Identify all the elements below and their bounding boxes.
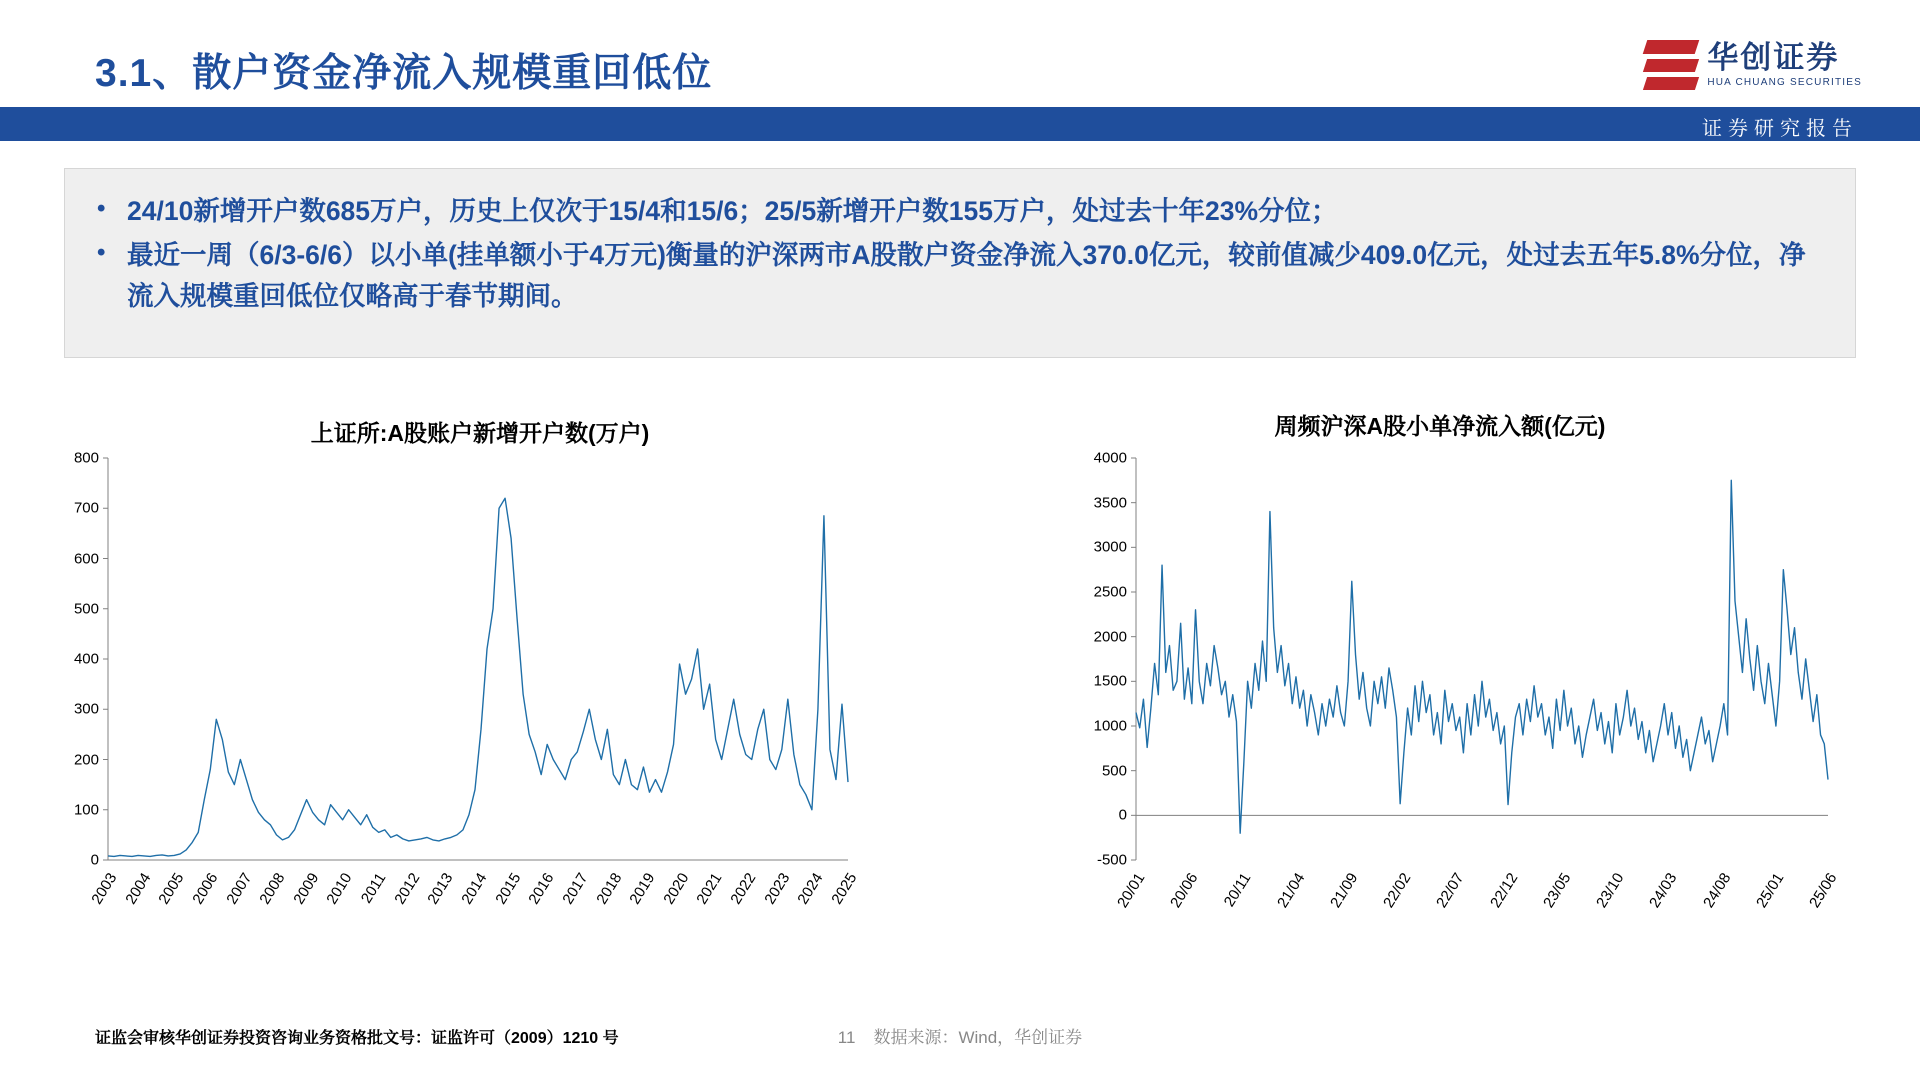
x-axis-tick-label: 2024	[794, 870, 827, 908]
x-axis-tick-label: 2012	[391, 870, 424, 908]
header-band-label: 证券研究报告	[1702, 118, 1858, 140]
source-text: 数据来源：Wind，华创证券	[873, 1028, 1083, 1047]
x-axis-tick-label: 2025	[828, 870, 861, 908]
x-axis-tick-label: 2006	[189, 870, 222, 908]
y-axis-tick-label: 100	[73, 801, 99, 819]
x-axis-tick-label: 2005	[155, 870, 188, 908]
data-series-line	[108, 498, 848, 856]
y-axis-tick-label: 500	[73, 600, 99, 618]
x-axis-tick-label: 2013	[424, 870, 457, 908]
y-axis-tick-label: 0	[1118, 806, 1127, 824]
x-axis-tick-label: 2021	[693, 870, 726, 908]
x-axis-tick-label: 2023	[761, 870, 794, 908]
y-axis-tick-label: 700	[73, 499, 99, 517]
y-axis-tick-label: 600	[73, 550, 99, 567]
bullet-item	[97, 235, 1823, 316]
x-axis-tick-label: 2016	[525, 870, 558, 908]
chart-accounts	[60, 450, 860, 950]
y-axis-tick-label: 3500	[1093, 494, 1127, 512]
x-axis-tick-label: 2017	[559, 870, 592, 908]
bullet-item	[97, 191, 1823, 231]
x-axis-tick-label: 23/10	[1593, 870, 1628, 911]
bullet-marker-icon: •	[97, 195, 106, 222]
x-axis-tick-label: 2018	[592, 870, 625, 908]
y-axis-tick-label: 4000	[1093, 449, 1127, 467]
y-axis-tick-label: 2500	[1093, 583, 1127, 601]
x-axis-tick-label: 23/05	[1539, 870, 1575, 911]
chart-title-netinflow: 周频沪深A股小单净流入额(亿元)	[1274, 413, 1606, 439]
x-axis-tick-label: 24/08	[1699, 870, 1734, 911]
y-axis-tick-label: 1000	[1093, 717, 1127, 735]
page-title: 3.1、散户资金净流入规模重回低位	[95, 52, 713, 95]
footer-source	[0, 1023, 1920, 1048]
x-axis-tick-label: 21/09	[1327, 870, 1362, 911]
logo-name-en: HUA CHUANG SECURITIES	[1707, 76, 1862, 88]
x-axis-tick-label: 22/12	[1486, 870, 1522, 911]
x-axis-tick-label: 2004	[121, 870, 155, 908]
x-axis-tick-label: 2014	[458, 870, 491, 908]
page-number: 11	[837, 1028, 856, 1047]
y-axis-tick-label: 2000	[1093, 628, 1127, 646]
bullet-text: 最近一周（6/3-6/6）以小单(挂单额小于4万元)衡量的沪深两市A股散户资金净流入370.0亿元，较前值减少409.0亿元，处过去五年5.8%分位，净流入规模重回低位仅略高于春节期间。	[127, 240, 1806, 311]
bullet-text: 24/10新增开户数685万户，历史上仅次于15/4和15/6；25/5新增开户数155万户，处过去十年23%分位；	[127, 196, 1338, 226]
chart-title-accounts: 上证所:A股账户新增开户数(万户)	[310, 420, 650, 446]
bullet-marker-icon: •	[97, 239, 106, 267]
x-axis-tick-label: 2011	[357, 870, 390, 907]
x-axis-tick-label: 22/07	[1433, 870, 1468, 911]
x-axis-tick-label: 21/04	[1273, 870, 1309, 911]
x-axis-tick-label: 2022	[727, 870, 760, 908]
x-axis-tick-label: 2015	[491, 870, 525, 908]
y-axis-tick-label: 0	[90, 851, 99, 869]
x-axis-tick-label: 20/11	[1221, 870, 1255, 910]
x-axis-tick-label: 2019	[626, 870, 659, 908]
chart-netinflow	[1080, 450, 1840, 950]
x-axis-tick-label: 2003	[88, 870, 121, 908]
header-band	[0, 107, 1920, 141]
y-axis-tick-label: -500	[1096, 851, 1127, 869]
logo-name-cn: 华创证券	[1707, 40, 1840, 76]
y-axis-tick-label: 500	[1101, 762, 1127, 780]
company-logo	[1562, 33, 1862, 97]
x-axis-tick-label: 2008	[256, 870, 289, 908]
x-axis-tick-label: 2020	[660, 870, 693, 908]
y-axis-tick-label: 1500	[1093, 672, 1127, 690]
y-axis-tick-label: 800	[73, 449, 99, 467]
x-axis-tick-label: 2009	[290, 870, 323, 908]
footer-disclaimer: 证监会审核华创证券投资咨询业务资格批文号：证监许可（2009）1210 号	[95, 1030, 619, 1047]
x-axis-tick-label: 24/03	[1646, 870, 1681, 911]
x-axis-tick-label: 25/06	[1806, 870, 1841, 911]
x-axis-tick-label: 2010	[323, 870, 356, 908]
logo-mark-icon	[1645, 40, 1697, 90]
y-axis-tick-label: 200	[73, 751, 99, 768]
x-axis-tick-label: 22/02	[1380, 870, 1415, 911]
data-series-line	[1136, 480, 1828, 833]
summary-box	[64, 168, 1856, 358]
x-axis-tick-label: 25/01	[1752, 870, 1788, 911]
x-axis-tick-label: 20/06	[1167, 870, 1202, 911]
x-axis-tick-label: 2007	[222, 870, 255, 908]
y-axis-tick-label: 3000	[1093, 538, 1127, 556]
y-axis-tick-label: 300	[73, 700, 99, 718]
y-axis-tick-label: 400	[73, 650, 99, 668]
x-axis-tick-label: 20/01	[1114, 870, 1149, 911]
